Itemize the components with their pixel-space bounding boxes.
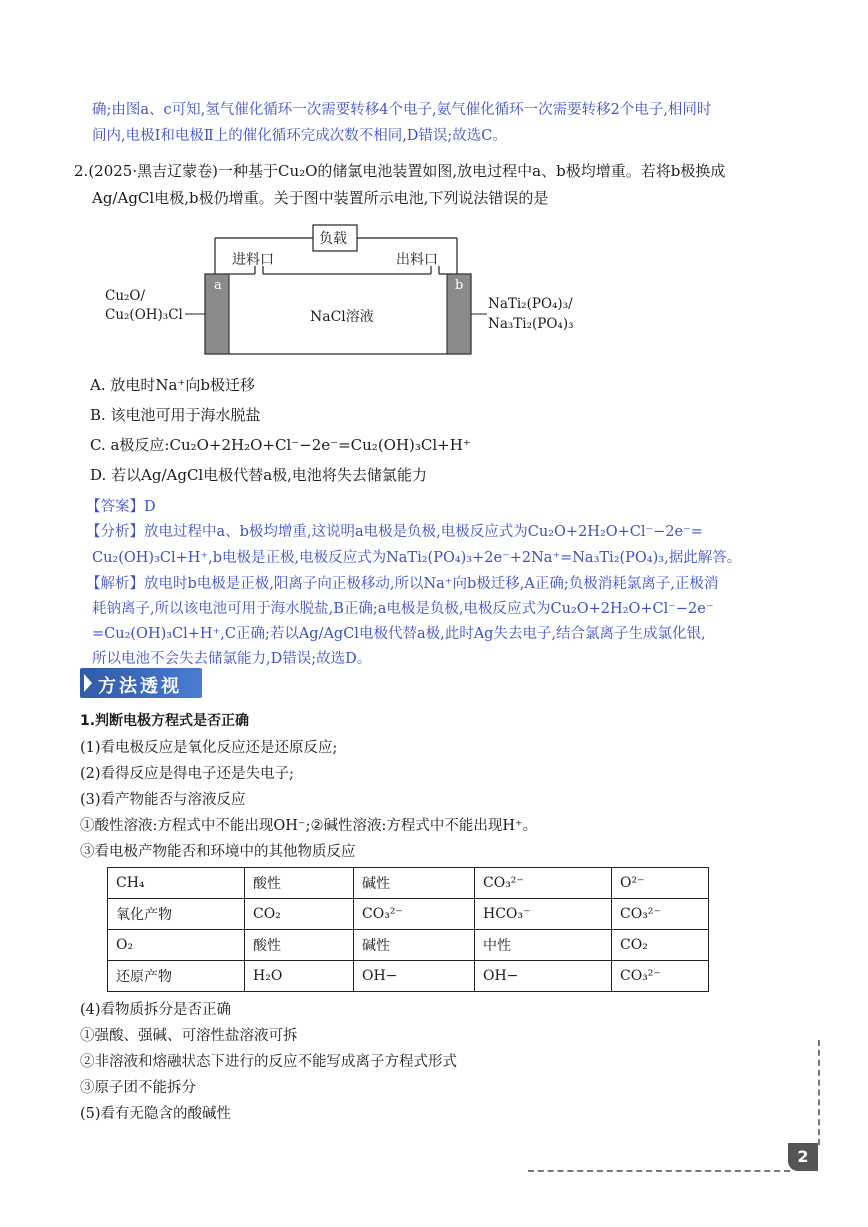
left-material-line1: Cu₂O/ [105, 288, 146, 304]
electrode-a-label: a [214, 278, 222, 293]
footer-dashed-horizontal [528, 1170, 790, 1172]
table-cell: CO₃²⁻ [475, 868, 612, 899]
option-c: C. a极反应:Cu₂O+2H₂O+Cl⁻−2e⁻=Cu₂(OH)₃Cl+H⁺ [90, 436, 471, 454]
top-explanation-line1: 确;由图a、c可知,氢气催化循环一次需要转移4个电子,氨气催化循环一次需要转移2个电子,相同时 [92, 102, 712, 118]
table-cell: 还原产物 [108, 961, 245, 992]
table-cell: 碱性 [354, 930, 475, 961]
table-cell: CO₃²⁻ [612, 899, 709, 930]
table-row [108, 899, 709, 930]
right-material-line2: Na₃Ti₂(PO₄)₃ [488, 316, 574, 332]
table-cell: CH₄ [108, 868, 245, 899]
analysis-line1: 【分析】放电过程中a、b极均增重,这说明a电极是负极,电极反应式为Cu₂O+2H₂O+Cl⁻−2e⁻= [86, 524, 703, 540]
inlet-label: 进料口 [232, 252, 274, 268]
left-material-line2: Cu₂(OH)₃Cl [105, 307, 183, 323]
table-cell: CO₃²⁻ [354, 899, 475, 930]
table-cell: O₂ [108, 930, 245, 961]
method-heading: 1.判断电极方程式是否正确 [80, 713, 250, 729]
table-cell: H₂O [245, 961, 354, 992]
question-source: (2025·黑吉辽蒙卷) [88, 162, 218, 180]
method-step3-more: ③看电极产物能否和环境中的其他物质反应 [80, 844, 356, 860]
table-cell: CO₂ [612, 930, 709, 961]
method-step3-note: ①酸性溶液:方程式中不能出现OH⁻;②碱性溶液:方程式中不能出现H⁺。 [80, 818, 538, 834]
table-row [108, 961, 709, 992]
load-label: 负载 [319, 231, 347, 247]
explanation-line1: 【解析】放电时b电极是正极,阳离子向正极移动,所以Na⁺向b极迁移,A正确;负极消耗氯离子,正极消 [86, 576, 719, 592]
method-step4: (4)看物质拆分是否正确 [80, 1002, 232, 1018]
table-cell: 酸性 [245, 930, 354, 961]
method-step4-c: ③原子团不能拆分 [80, 1080, 196, 1096]
option-d: D. 若以Ag/AgCl电极代替a极,电池将失去储氯能力 [90, 466, 427, 484]
electrode-b-label: b [455, 278, 464, 293]
option-b: B. 该电池可用于海水脱盐 [90, 406, 261, 424]
page-number: 2 [788, 1143, 818, 1171]
option-a: A. 放电时Na⁺向b极迁移 [90, 376, 255, 394]
method-step2: (2)看得反应是得电子还是失电子; [80, 766, 294, 782]
explanation-line4: 所以电池不会失去储氯能力,D错误;故选D。 [92, 651, 372, 667]
electrolyte-label: NaCl溶液 [310, 309, 374, 325]
battery-diagram [95, 220, 615, 365]
method-step3: (3)看产物能否与溶液反应 [80, 792, 246, 808]
question-stem-line1 [74, 160, 725, 181]
question-stem-line2: Ag/AgCl电极,b极仍增重。关于图中装置所示电池,下列说法错误的是 [92, 189, 549, 207]
analysis-line2: Cu₂(OH)₃Cl+H⁺,b电极是正极,电极反应式为NaTi₂(PO₄)₃+2e⁻+2Na⁺=Na₃Ti₂(PO₄)₃,据此解答。 [92, 550, 742, 566]
product-table [107, 867, 709, 992]
answer: 【答案】D [86, 499, 156, 515]
table-cell: CO₃²⁻ [612, 961, 709, 992]
top-explanation-line2: 间内,电极Ⅰ和电极Ⅱ上的催化循环完成次数不相同,D错误;故选C。 [92, 128, 507, 144]
table-cell: 中性 [475, 930, 612, 961]
chevron-right-icon [84, 674, 92, 692]
footer-dashed-vertical [818, 1040, 820, 1145]
table-cell: OH− [354, 961, 475, 992]
outlet-label: 出料口 [396, 252, 438, 268]
question-stem-text1: 一种基于Cu₂O的储氯电池装置如图,放电过程中a、b极均增重。若将b极换成 [217, 162, 726, 180]
table-cell: HCO₃⁻ [475, 899, 612, 930]
section-title: 方法透视 [98, 676, 182, 697]
question-number: 2. [74, 162, 89, 180]
table-cell: CO₂ [245, 899, 354, 930]
table-cell: O²⁻ [612, 868, 709, 899]
table-cell: 酸性 [245, 868, 354, 899]
method-step4-a: ①强酸、强碱、可溶性盐溶液可拆 [80, 1028, 298, 1044]
method-step5: (5)看有无隐含的酸碱性 [80, 1106, 232, 1122]
method-step1: (1)看电极反应是氧化反应还是还原反应; [80, 740, 338, 756]
explanation-line3: =Cu₂(OH)₃Cl+H⁺,C正确;若以Ag/AgCl电极代替a极,此时Ag失去电子,结合氯离子生成氯化银, [92, 626, 706, 642]
section-banner [80, 668, 202, 698]
method-step4-b: ②非溶液和熔融状态下进行的反应不能写成离子方程式形式 [80, 1054, 457, 1070]
table-cell: 碱性 [354, 868, 475, 899]
right-material-line1: NaTi₂(PO₄)₃/ [488, 296, 573, 312]
table-cell: 氧化产物 [108, 899, 245, 930]
table-cell: OH− [475, 961, 612, 992]
table-row [108, 868, 709, 899]
explanation-line2: 耗钠离子,所以该电池可用于海水脱盐,B正确;a电极是负极,电极反应式为Cu₂O+2H₂O+Cl⁻−2e⁻ [92, 601, 714, 617]
table-row [108, 930, 709, 961]
